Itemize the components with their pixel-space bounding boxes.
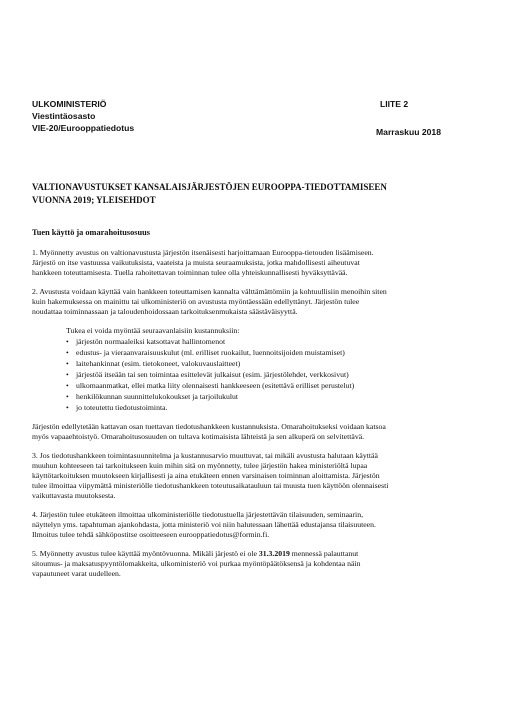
- paragraph-line: hankkeen toteuttamisesta. Tuella rahoitettavan toiminnan tulee olla yhteiskunnallisesti hyväksyttävää.: [32, 268, 348, 277]
- list-item-text: edustus- ja vieraanvaraisuuskulut (ml. erilliset ruokailut, luennoitsijoiden muistamiset): [76, 348, 345, 357]
- paragraph-text: mennessä palauttanut: [289, 549, 359, 558]
- section-heading: Tuen käyttö ja omarahoitusosuus: [32, 228, 150, 237]
- deadline-date: 31.3.2019: [258, 549, 290, 558]
- document-title: [32, 181, 487, 206]
- org-department: Viestintäosasto: [32, 111, 96, 121]
- list-item: [66, 358, 480, 369]
- list-item-text: ulkomaanmatkat, ellei matka liity olennaisesti hankkeeseen (esitettävä erilliset perustelut): [76, 381, 355, 390]
- annex-label: LIITE 2: [380, 99, 409, 109]
- paragraph-5: [32, 549, 480, 579]
- bullet-icon: •: [66, 403, 69, 412]
- paragraph-line: 2. Avustusta voidaan käyttää vain hankkeen toteuttamisen kannalta välttämättömiin ja kohtuullisiin menoihin siten: [32, 287, 387, 296]
- list-item-text: jo toteutettu tiedotustoiminta.: [76, 403, 168, 412]
- paragraph-text: 5. Myönnetty avustus tulee käyttää myöntövuonna. Mikäli järjestö ei ole: [32, 549, 259, 558]
- list-item-text: järjestöä itseään tai sen toimintaa esittelevät julkaisut (esim. järjestölehdet, verkkosivut): [76, 370, 349, 379]
- paragraph-line: Järjestö on itse vastuussa vaikutuksista, vaateista ja muista seuraamuksista, jotka mahdollisesti aiheutuvat: [32, 258, 360, 267]
- paragraph-line: Järjestön edellytetään kattavan osan tuettavan tiedotushankkeen kustannuksista. Omarahoitukseksi voidaan katsoa: [32, 422, 386, 431]
- paragraph-line: vapautuneet varat uudelleen.: [32, 569, 121, 578]
- list-item: [66, 402, 480, 413]
- bullet-icon: •: [66, 348, 69, 357]
- list-item: [66, 380, 480, 391]
- paragraph-line: näyttelyn yms. tapahtuman ajankohdasta, jotta ministeriö voi niin halutessaan lähettää edustajansa tilaisuuteen.: [32, 520, 376, 529]
- list-item: [66, 391, 480, 402]
- list-item: [66, 336, 480, 347]
- org-name: ULKOMINISTERIÖ: [32, 99, 107, 109]
- document-date: Marraskuu 2018: [376, 127, 441, 137]
- paragraph-line: 1. Myönnetty avustus on valtionavustusta järjestön itsenäisesti harjoittamaan Eurooppa-tietouden lisäämiseen.: [32, 248, 374, 257]
- paragraph-own-funding: [32, 422, 480, 442]
- paragraph-line: 4. Järjestön tulee etukäteen ilmoittaa ulkoministeriölle tiedotustuella järjestettävän tilaisuuden, seminaarin,: [32, 510, 364, 519]
- bullet-icon: •: [66, 392, 69, 401]
- bullet-icon: •: [66, 381, 69, 390]
- paragraph-line: tulee ilmoittaa viipymättä ministeriölle tiedotushankkeen toteutusaikatauluun tai muusta tuen käyttöön olennaisesti: [32, 481, 389, 490]
- paragraph-4: [32, 510, 480, 540]
- paragraph-line: muuhun kohteeseen tai tarkoitukseen kuin mihin sitä on myönnetty, tulee järjestön hakea ministeriöltä lupaa: [32, 461, 368, 470]
- paragraph-line: 3. Jos tiedotushankkeen toimintasuunnitelma ja kustannusarvio muuttuvat, tai mikäli avustusta halutaan käyttää: [32, 451, 378, 460]
- org-unit: VIE-20/Eurooppatiedotus: [32, 123, 135, 133]
- paragraph-line: Ilmoitus tulee tehdä sähköpostitse osoitteeseen eurooppatiedotus@formin.fi.: [32, 530, 270, 539]
- list-item: [66, 347, 480, 358]
- title-line: VALTIONAVUSTUKSET KANSALAISJÄRJESTÖJEN EUROOPPA-TIEDOTTAMISEEN: [32, 182, 387, 192]
- paragraph-line: vaikuttavasta muutoksesta.: [32, 491, 116, 500]
- list-item-text: laitehankinnat (esim. tietokoneet, valokuvauslaitteet): [76, 359, 241, 368]
- list-item-text: henkilökunnan suunnittelukokoukset ja tarjoilukulut: [76, 392, 239, 401]
- paragraph-line: myös vapaaehtoistyö. Omarahoitusosuuden on tultava kotimaisista lähteistä ja sen alkuperä on selvitettävä.: [32, 432, 365, 441]
- organization-block: [32, 98, 134, 134]
- paragraph-line: noudattaa toiminnassaan ja taloudenhoidossaan tarkoituksenmukaista säästäväisyyttä.: [32, 307, 298, 316]
- paragraph-line: sitoumus- ja maksatuspyyntölomakkeita, ulkoministeriö voi purkaa myöntöpäätöksensä ja kohdentaa näin: [32, 559, 361, 568]
- paragraph-line: käyttötarkoituksen muutokseen kirjallisesti ja aina etukäteen ennen varsinaisen toiminnan aloittamista. Järjestön: [32, 471, 380, 480]
- paragraph-line: [32, 549, 480, 559]
- paragraph-3: [32, 451, 480, 501]
- paragraph-1: [32, 248, 480, 278]
- paragraph-2: [32, 287, 480, 317]
- excluded-costs-list: [66, 326, 480, 413]
- bullet-icon: •: [66, 370, 69, 379]
- document-body: [32, 228, 480, 588]
- bullet-icon: •: [66, 359, 69, 368]
- list-item-text: järjestön normaaleiksi katsottavat hallintomenot: [76, 337, 226, 346]
- bullet-icon: •: [66, 337, 69, 346]
- list-item: [66, 369, 480, 380]
- title-line: VUONNA 2019; YLEISEHDOT: [32, 194, 156, 205]
- paragraph-line: kuin hakemuksessa on mainittu tai ulkoministeriö on avustusta myöntäessään edellyttänyt. Järjestön tulee: [32, 297, 360, 306]
- list-intro: Tukea ei voida myöntää seuraavanlaisiin kustannuksiin:: [66, 326, 240, 335]
